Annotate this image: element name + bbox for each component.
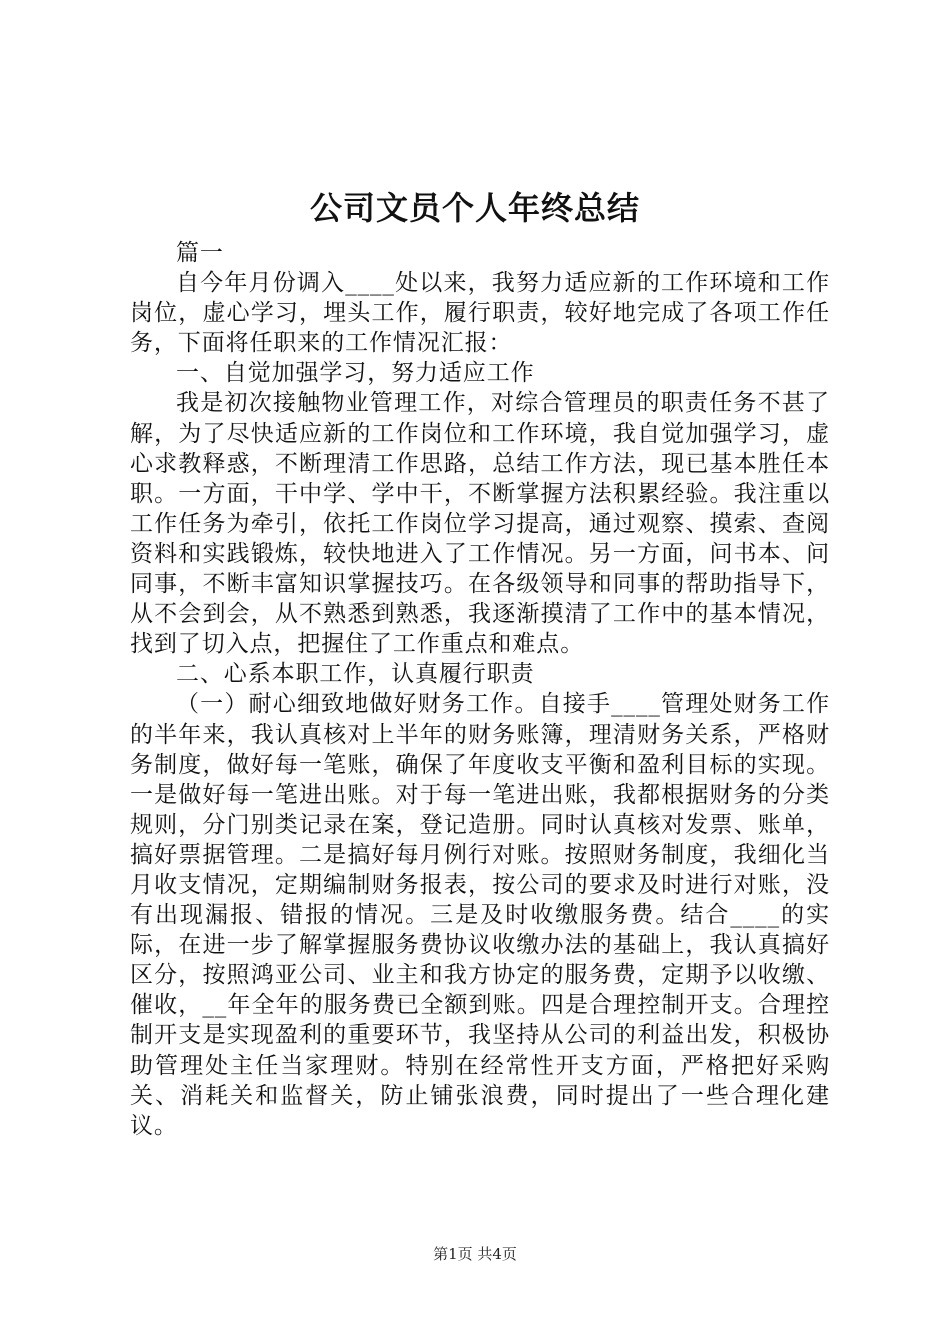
section-label: 篇一 xyxy=(176,240,224,266)
body-paragraph-2: （一）耐心细致地做好财务工作。自接手____管理处财务工作的半年来，我认真核对上半年的财务账簿，理清财务关系，严格财务制度，做好每一笔账，确保了年度收支平衡和盈利目标的实现。一是做好每一笔进出账。对于每一笔进出账，我都根据财务的分类规则，分门别类记录在案，登记造册。同时认真核对发票、账单，搞好票据管理。二是搞好每月例行对账。按照财务制度，我细化当月收支情况，定期编制财务报表，按公司的要求及时进行对账，没有出现漏报、错报的情况。三是及时收缴服务费。结合____的实际，在进一步了解掌握服务费协议收缴办法的基础上，我认真搞好区分，按照鸿亚公司、业主和我方协定的服务费，定期予以收缴、催收，__年全年的服务费已全额到账。四是合理控制开支。合理控制开支是实现盈利的重要环节，我坚持从公司的利益出发，积极协助管理处主任当家理财。特别在经常性开支方面，严格把好采购关、消耗关和监督关，防止铺张浪费，同时提出了一些合理化建议。 xyxy=(130,691,830,1139)
intro-paragraph: 自今年月份调入____处以来，我努力适应新的工作环境和工作岗位，虚心学习，埋头工作，履行职责，较好地完成了各项工作任务，下面将任职来的工作情况汇报： xyxy=(130,270,830,357)
section-heading-2: 二、心系本职工作，认真履行职责 xyxy=(176,661,535,688)
body-paragraph-1: 我是初次接触物业管理工作，对综合管理员的职责任务不甚了解，为了尽快适应新的工作岗位和工作环境，我自觉加强学习，虚心求教释惑，不断理清工作思路，总结工作方法，现已基本胜任本职。一方面，干中学、学中干，不断掌握方法积累经验。我注重以工作任务为牵引，依托工作岗位学习提高，通过观察、摸索、查阅资料和实践锻炼，较快地进入了工作情况。另一方面，问书本、问同事，不断丰富知识掌握技巧。在各级领导和同事的帮助指导下，从不会到会，从不熟悉到熟悉，我逐渐摸清了工作中的基本情况，找到了切入点，把握住了工作重点和难点。 xyxy=(130,390,830,658)
page-footer: 第1页 共4页 xyxy=(433,1245,517,1263)
section-heading-1: 一、自觉加强学习，努力适应工作 xyxy=(176,360,535,387)
document-title: 公司文员个人年终总结 xyxy=(309,189,640,227)
document-body xyxy=(130,238,830,1141)
